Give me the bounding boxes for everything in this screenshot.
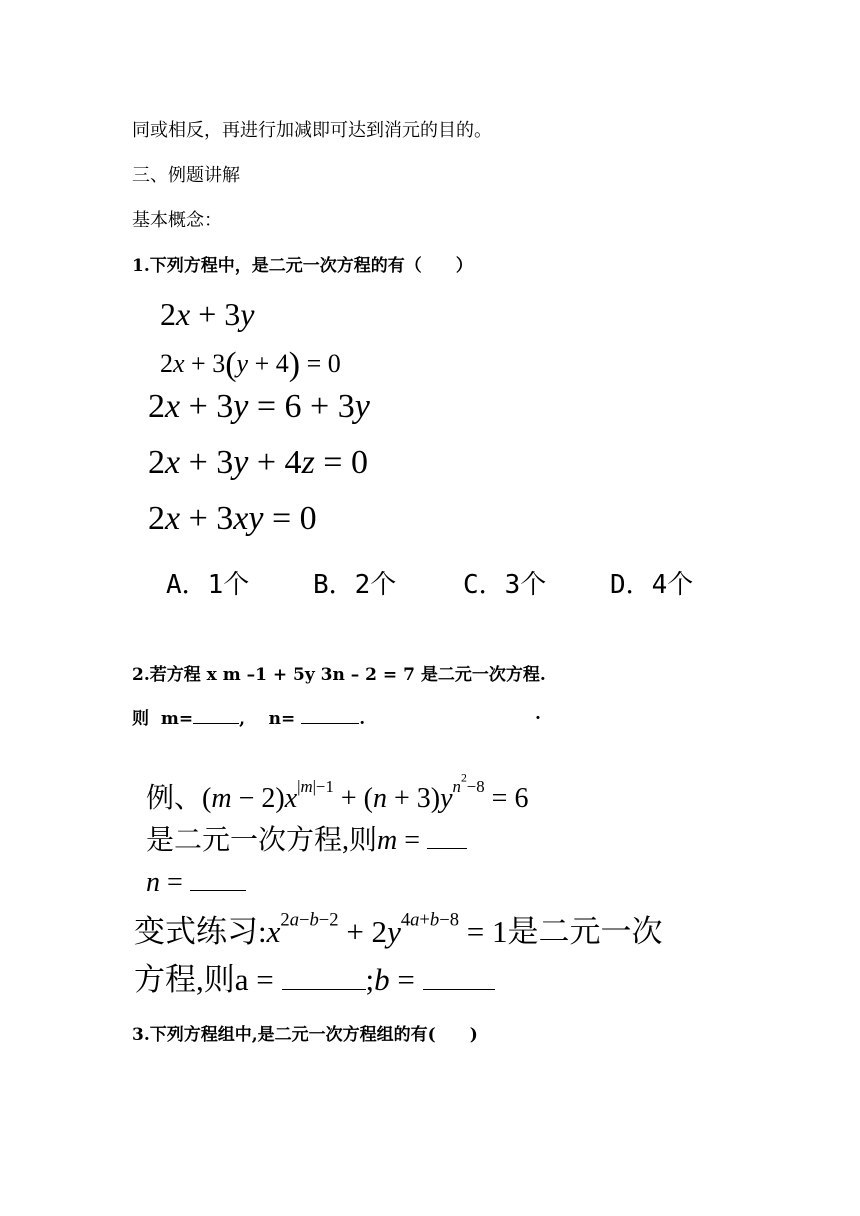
example-n-blank[interactable] (190, 862, 246, 891)
equation-4: 2x + 3y + 4z = 0 (148, 444, 368, 481)
equation-3: 2x + 3y = 6 + 3y (148, 388, 370, 425)
variant-tail: 1是二元一次 (492, 914, 663, 949)
question-3-stem: 3.下列方程组中,是二元一次方程组的有( ) (132, 1025, 478, 1045)
variant-label: 变式练习: (134, 914, 267, 949)
choice-b[interactable]: B．2个 (313, 570, 397, 600)
variant-line-2-text: 方程,则a (134, 962, 249, 997)
question-1-choices (166, 564, 693, 601)
example-m-blank[interactable] (427, 820, 467, 849)
n-blank[interactable] (301, 706, 359, 724)
m-label: m= (160, 709, 194, 729)
then-label: 则 (132, 709, 149, 729)
intro-text: 同或相反，再进行加减即可达到消元的目的。 (132, 120, 492, 141)
question-2-answer-line: 则 m= , n= . (132, 704, 365, 729)
example-m-var: m (377, 825, 398, 856)
question-2-stem: 2.若方程 x m –1 + 5y 3n – 2 = 7 是二元一次方程. (132, 665, 546, 685)
choice-a[interactable]: A．1个 (166, 570, 250, 600)
variant-line-2: 方程,则a = ;b = (134, 954, 495, 999)
section-title: 三、例题讲解 (132, 165, 240, 186)
example-equation: 例、$(m - 2)x^{|m|-1} + (n + 3)y^{n^2-8} = 6$ (146, 771, 529, 814)
variant-b-var: b (374, 962, 390, 997)
variant-a-blank[interactable] (282, 958, 366, 990)
n-label: n= (268, 709, 296, 729)
variant-b-blank[interactable] (423, 958, 495, 990)
example-line-2-text: 是二元一次方程,则 (146, 825, 378, 856)
equation-2: 2x + 3(y + 4) = 0 (160, 346, 341, 383)
example-line-2: 是二元一次方程,则m = (146, 818, 467, 858)
example-line-3: n = (146, 862, 246, 899)
choice-d[interactable]: D．4个 (610, 570, 694, 600)
example-label: 例、 (146, 783, 203, 814)
variant-equation: 变式练习$:x^{2a-b-2} + 2y^{4a+b-8} = 1$是二元一次 (134, 909, 663, 949)
equation-1: 2x + 3y (160, 296, 255, 332)
question-1-stem: 1.下列方程中，是二元一次方程的有（ ） (132, 256, 473, 276)
choice-c[interactable]: C．3个 (463, 570, 547, 600)
trailing-dot: . (535, 704, 541, 724)
example-n-var: n (146, 867, 160, 898)
basic-concepts-label: 基本概念： (132, 210, 222, 231)
m-blank[interactable] (193, 706, 239, 724)
equation-5: 2x + 3xy = 0 (148, 500, 317, 537)
